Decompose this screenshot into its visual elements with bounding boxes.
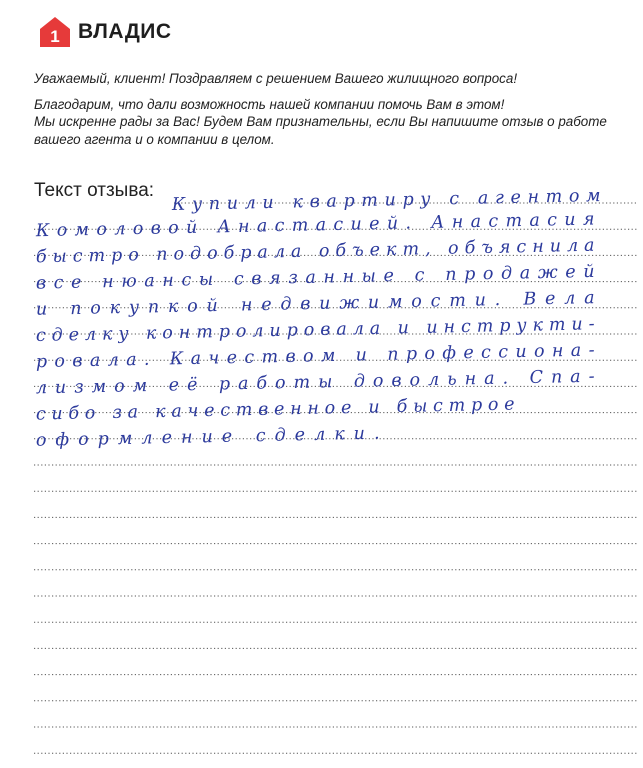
handwritten-line: оформление сделки. (35, 423, 381, 451)
handwritten-line: сибо за качественное и быстрое (35, 394, 516, 425)
logo-digit: 1 (50, 27, 60, 46)
handwritten-line: все нюансы связанные с продажей (35, 261, 596, 294)
handwritten-line: сделку контролировала и инструкти- (35, 314, 596, 346)
handwritten-line: Купили квартиру с агентом (171, 185, 602, 215)
handwritten-line: быстро подобрала объект, объяснила (35, 235, 596, 268)
handwritten-line: ровала. Качеством и профессиона- (35, 340, 596, 373)
handwritten-line: и покупкой недвижимости. Вела (35, 288, 596, 320)
handwritten-line: Комоловой Анастасией. Анастасия (35, 209, 596, 242)
handwritten-line: лизмом её работы довольна. Спа- (35, 366, 596, 399)
greeting: Уважаемый, клиент! Поздравляем с решением Вашего жилищного вопроса! (34, 71, 518, 86)
thanks-line-2: Мы искренне рады за Вас! Будем Вам признательны, если Вы напишите отзыв о работе (34, 114, 607, 129)
thanks-line-3: вашего агента и о компании в целом. (34, 131, 275, 147)
review-title: Текст отзыва: (34, 180, 155, 201)
brand-name: ВЛАДИС (78, 20, 172, 43)
thanks-line-1: Благодарим, что дали возможность нашей компании помочь Вам в этом! (34, 96, 505, 112)
